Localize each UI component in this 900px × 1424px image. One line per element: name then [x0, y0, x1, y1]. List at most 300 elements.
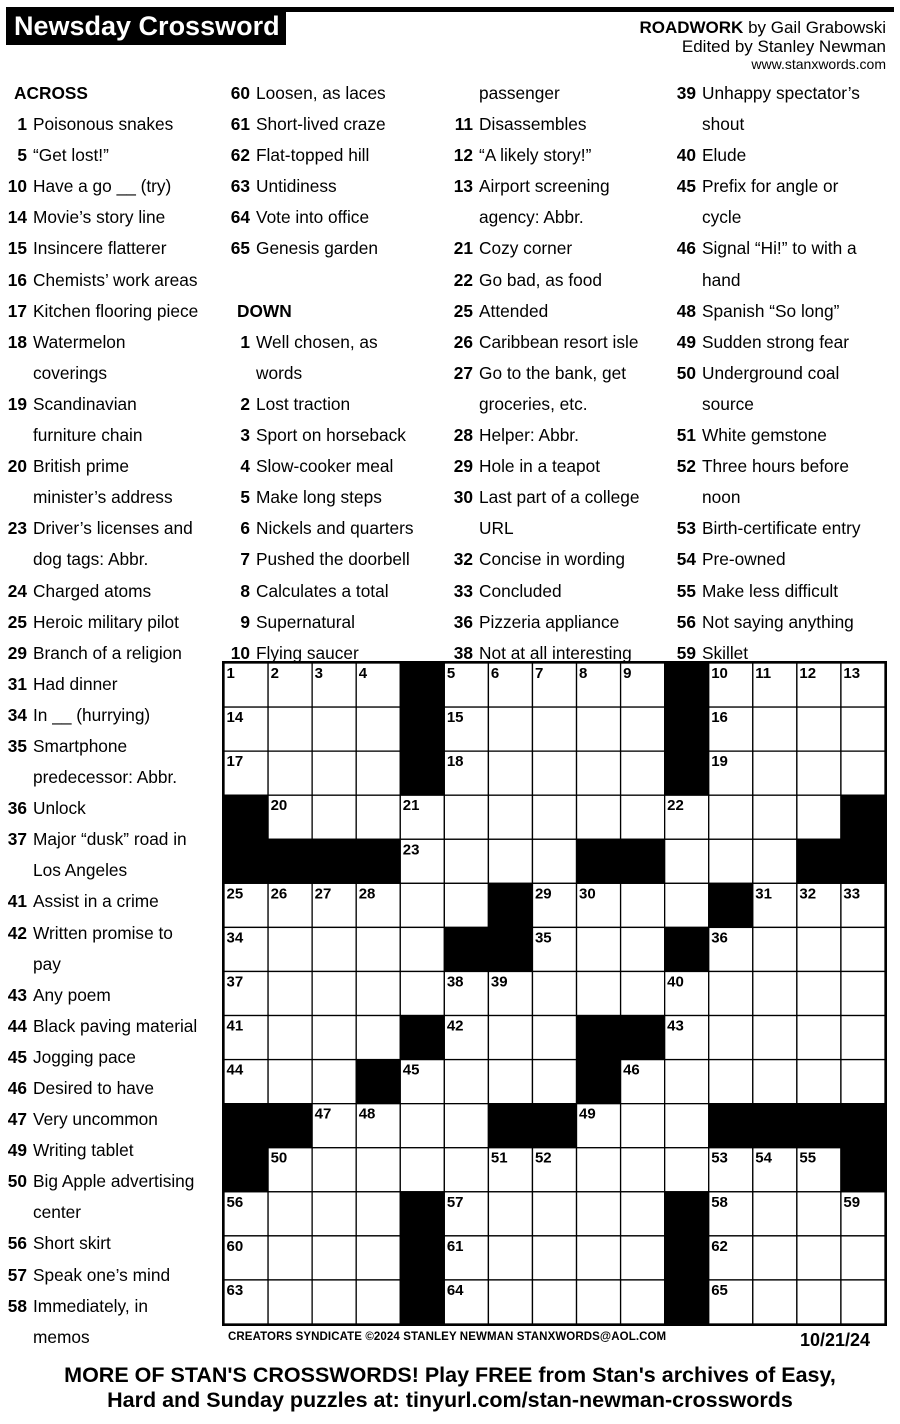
grid-block — [268, 839, 312, 883]
grid-block — [665, 1236, 709, 1280]
clue-number: 36 — [453, 611, 473, 632]
clue-text: Jogging pace — [33, 1046, 136, 1067]
cell-number: 4 — [358, 665, 368, 682]
clue-number: 64 — [230, 207, 250, 228]
grid-cell[interactable] — [532, 1236, 576, 1280]
clue-continuation: minister’s address — [33, 487, 173, 508]
grid-cell[interactable] — [621, 1192, 665, 1236]
clue-number: 4 — [240, 456, 250, 477]
grid-cell[interactable] — [753, 839, 797, 883]
clue-number: 48 — [676, 300, 696, 321]
grid-cell[interactable] — [400, 1148, 444, 1192]
clue-number: 36 — [7, 798, 27, 819]
cell-number: 61 — [446, 1237, 464, 1255]
grid-block — [665, 707, 709, 751]
clue-text: Have a go __ (try) — [33, 176, 172, 197]
grid-cell[interactable] — [312, 1280, 356, 1324]
grid-cell[interactable] — [797, 751, 841, 795]
cell-number: 21 — [402, 797, 420, 815]
clue — [6, 1260, 220, 1291]
grid-cell[interactable] — [488, 839, 532, 883]
editor-line: Edited by Stanley Newman — [681, 37, 886, 56]
clue-number: 33 — [453, 580, 473, 601]
grid-cell[interactable] — [621, 795, 665, 839]
grid-cell[interactable] — [312, 927, 356, 971]
grid-cell[interactable] — [532, 795, 576, 839]
grid-cell[interactable] — [665, 1060, 709, 1104]
grid-cell[interactable] — [312, 707, 356, 751]
grid-block — [224, 839, 268, 883]
clue-continuation: shout — [702, 114, 745, 135]
clue-number: 28 — [453, 425, 473, 446]
grid-cell[interactable] — [841, 1060, 885, 1104]
grid-cell[interactable] — [753, 1192, 797, 1236]
clue-text: Chemists’ work areas — [33, 269, 198, 290]
clue-text: “Get lost!” — [33, 145, 109, 166]
grid-cell[interactable] — [709, 1016, 753, 1060]
grid-cell[interactable] — [488, 1236, 532, 1280]
grid-cell[interactable] — [841, 707, 885, 751]
clue-number: 50 — [7, 1171, 27, 1192]
grid-cell[interactable] — [753, 1060, 797, 1104]
grid-block — [841, 1148, 885, 1192]
grid-cell[interactable] — [312, 1192, 356, 1236]
grid-cell[interactable] — [577, 927, 621, 971]
clue-number: 23 — [7, 518, 27, 539]
clue — [452, 576, 666, 607]
cell-number: 49 — [579, 1105, 596, 1123]
grid-cell[interactable] — [488, 1280, 532, 1324]
clue-text: Scandinavian — [33, 393, 137, 414]
clue-text: Pushed the doorbell — [256, 549, 410, 570]
grid-cell[interactable] — [709, 1060, 753, 1104]
clue-number: 63 — [230, 176, 250, 197]
grid-cell[interactable] — [665, 883, 709, 927]
clue — [675, 544, 889, 575]
grid-cell[interactable] — [532, 751, 576, 795]
cell-number: 46 — [623, 1061, 640, 1079]
puzzle-byline — [639, 18, 886, 37]
cell-number: 64 — [446, 1281, 464, 1299]
grid-cell[interactable] — [753, 1016, 797, 1060]
grid-cell[interactable] — [753, 707, 797, 751]
grid-block — [400, 751, 444, 795]
clue-number: 60 — [230, 83, 250, 103]
grid-cell[interactable] — [268, 1192, 312, 1236]
clue-text: Black paving material — [33, 1015, 198, 1036]
grid-cell[interactable] — [268, 1016, 312, 1060]
clue-text: Nickels and quarters — [256, 518, 414, 539]
clue-number: 10 — [7, 176, 27, 197]
clue-number: 42 — [7, 922, 27, 943]
clue-text: Underground coal — [702, 362, 840, 383]
grid-block — [841, 795, 885, 839]
cell-number: 3 — [314, 665, 323, 682]
grid-cell[interactable] — [753, 971, 797, 1015]
grid-cell[interactable] — [356, 1280, 400, 1324]
clue — [6, 1073, 220, 1104]
clue — [6, 327, 220, 358]
grid-block — [356, 1060, 400, 1104]
cell-number: 10 — [711, 665, 728, 682]
clue-text: Smartphone — [33, 735, 128, 756]
grid-cell[interactable] — [268, 751, 312, 795]
clue-number: 18 — [7, 331, 27, 352]
grid-cell[interactable] — [400, 883, 444, 927]
clue — [229, 140, 443, 171]
grid-block — [797, 1104, 841, 1148]
cell-number: 54 — [755, 1149, 772, 1167]
grid-cell[interactable] — [444, 795, 488, 839]
clue-continuation: Los Angeles — [33, 860, 128, 881]
grid-cell[interactable] — [753, 927, 797, 971]
clue — [6, 1291, 220, 1322]
clue-number: 27 — [453, 362, 473, 383]
grid-cell[interactable] — [444, 883, 488, 927]
cell-number: 32 — [799, 885, 817, 903]
grid-cell[interactable] — [356, 1148, 400, 1192]
grid-cell[interactable] — [577, 971, 621, 1015]
clue — [675, 171, 889, 202]
clue — [675, 78, 889, 109]
grid-cell[interactable] — [488, 1192, 532, 1236]
clue — [6, 638, 220, 669]
grid-cell[interactable] — [268, 971, 312, 1015]
grid-cell[interactable] — [268, 1236, 312, 1280]
clue-text: Go to the bank, get — [479, 362, 626, 383]
clue — [6, 1042, 220, 1073]
clue-continuation: URL — [479, 518, 514, 539]
grid-cell[interactable] — [400, 927, 444, 971]
cell-number: 41 — [226, 1017, 244, 1035]
grid-cell[interactable] — [488, 1060, 532, 1104]
cell-number: 53 — [711, 1149, 728, 1167]
puzzle-header — [639, 18, 886, 72]
clue — [6, 140, 220, 171]
grid-cell[interactable] — [444, 1104, 488, 1148]
grid-cell[interactable] — [665, 1148, 709, 1192]
clue-text: Sudden strong fear — [702, 331, 849, 352]
grid-block — [400, 707, 444, 751]
clue-number: 32 — [453, 549, 473, 570]
grid-cell[interactable] — [797, 927, 841, 971]
grid-block — [665, 927, 709, 971]
clue-number: 40 — [676, 145, 696, 166]
cell-number: 43 — [667, 1017, 684, 1035]
grid-cell[interactable] — [577, 707, 621, 751]
cell-number: 60 — [226, 1237, 244, 1255]
clue-text: Unlock — [33, 798, 86, 819]
clue-continuation: noon — [702, 487, 741, 508]
clue — [229, 327, 443, 358]
grid-cell[interactable] — [268, 1060, 312, 1104]
clue-column-2 — [229, 78, 443, 669]
clue — [6, 980, 220, 1011]
clue-text: Well chosen, as — [256, 331, 378, 352]
grid-cell[interactable] — [621, 1148, 665, 1192]
grid-cell[interactable] — [797, 1060, 841, 1104]
grid-cell[interactable] — [797, 1192, 841, 1236]
cell-number: 23 — [402, 841, 420, 859]
cell-number: 7 — [534, 665, 544, 682]
grid-cell[interactable] — [841, 751, 885, 795]
grid-block — [665, 751, 709, 795]
grid-cell[interactable] — [753, 795, 797, 839]
grid-cell[interactable] — [356, 707, 400, 751]
grid-cell[interactable] — [532, 1060, 576, 1104]
clue-number: 56 — [7, 1233, 27, 1254]
grid-cell[interactable] — [312, 1148, 356, 1192]
grid-cell[interactable] — [621, 1104, 665, 1148]
grid-cell[interactable] — [356, 1016, 400, 1060]
grid-cell[interactable] — [621, 1236, 665, 1280]
grid-cell[interactable] — [312, 795, 356, 839]
clue-text: Spanish “So long” — [702, 300, 840, 321]
clue-number: 15 — [7, 238, 27, 259]
grid-block — [224, 1148, 268, 1192]
grid-block — [488, 1104, 532, 1148]
clue — [452, 140, 666, 171]
clue-text: British prime — [33, 456, 130, 477]
grid-cell[interactable] — [532, 971, 576, 1015]
clue-text: In __ (hurrying) — [33, 704, 151, 725]
clue — [6, 451, 220, 482]
clue — [675, 513, 889, 544]
grid-cell[interactable] — [665, 839, 709, 883]
clue-text: Last part of a college — [479, 487, 640, 508]
grid-cell[interactable] — [488, 707, 532, 751]
grid-cell[interactable] — [841, 927, 885, 971]
clue-number: 65 — [230, 238, 250, 259]
grid-cell[interactable] — [356, 1192, 400, 1236]
clue-text: Calculates a total — [256, 580, 389, 601]
grid-cell[interactable] — [312, 1016, 356, 1060]
clue-text: Pre-owned — [702, 549, 786, 570]
grid-block — [797, 839, 841, 883]
grid-cell[interactable] — [841, 1236, 885, 1280]
cell-number: 33 — [843, 885, 861, 903]
cell-number: 14 — [226, 709, 244, 727]
clue — [6, 389, 220, 420]
clue — [229, 202, 443, 233]
grid-cell[interactable] — [400, 971, 444, 1015]
clue-number: 41 — [7, 891, 27, 912]
clue-text: Cozy corner — [479, 238, 573, 259]
crossword-grid[interactable] — [222, 661, 887, 1326]
cell-number: 6 — [490, 665, 500, 682]
puzzle-date: 10/21/24 — [800, 1330, 871, 1350]
grid-cell[interactable] — [841, 1280, 885, 1324]
grid-block — [488, 883, 532, 927]
clue-text: Driver’s licenses and — [33, 518, 193, 539]
clue-text: Heroic military pilot — [33, 611, 179, 632]
grid-cell[interactable] — [753, 1236, 797, 1280]
clue-text: Make long steps — [256, 487, 382, 508]
grid-cell[interactable] — [400, 1104, 444, 1148]
cell-number: 26 — [270, 885, 288, 903]
clue-number: 55 — [676, 580, 696, 601]
clue-text: Insincere flatterer — [33, 238, 167, 259]
grid-cell[interactable] — [268, 707, 312, 751]
grid-cell[interactable] — [356, 751, 400, 795]
clue — [6, 513, 220, 544]
clue — [6, 824, 220, 855]
grid-cell[interactable] — [577, 1280, 621, 1324]
clue-text: Watermelon — [33, 331, 126, 352]
grid-cell[interactable] — [797, 707, 841, 751]
grid-cell[interactable] — [577, 1148, 621, 1192]
grid-block — [665, 1192, 709, 1236]
grid-cell[interactable] — [356, 971, 400, 1015]
grid-cell[interactable] — [268, 1280, 312, 1324]
clue-text: Charged atoms — [33, 580, 152, 601]
grid-cell[interactable] — [444, 1060, 488, 1104]
cell-number: 9 — [623, 665, 632, 682]
clue-number: 52 — [676, 456, 696, 477]
clue — [452, 482, 666, 513]
grid-cell[interactable] — [709, 795, 753, 839]
grid-block — [577, 1016, 621, 1060]
clue-continuation: coverings — [33, 362, 107, 383]
clue-number: 50 — [676, 362, 696, 383]
clue-column-3 — [452, 78, 666, 669]
grid-cell[interactable] — [797, 795, 841, 839]
clue-number: 49 — [676, 331, 696, 352]
cell-number: 47 — [314, 1105, 332, 1123]
clue-text: Helper: Abbr. — [479, 425, 579, 446]
grid-cell[interactable] — [532, 707, 576, 751]
grid-cell[interactable] — [268, 927, 312, 971]
cell-number: 13 — [843, 665, 861, 682]
grid-cell[interactable] — [797, 971, 841, 1015]
grid-cell[interactable] — [532, 1192, 576, 1236]
clue-text: Major “dusk” road in — [33, 829, 187, 850]
website-link[interactable]: www.stanxwords.com — [751, 56, 886, 72]
grid-cell[interactable] — [665, 1104, 709, 1148]
grid-cell[interactable] — [621, 1280, 665, 1324]
grid-cell[interactable] — [444, 839, 488, 883]
grid-cell[interactable] — [577, 751, 621, 795]
cell-number: 31 — [755, 885, 772, 903]
grid-cell[interactable] — [532, 839, 576, 883]
grid-cell[interactable] — [841, 1016, 885, 1060]
cell-number: 59 — [843, 1193, 861, 1211]
clue-number: 58 — [7, 1295, 27, 1316]
clue — [675, 140, 889, 171]
cell-number: 55 — [799, 1149, 817, 1167]
grid-cell[interactable] — [312, 1236, 356, 1280]
clue-text: Short skirt — [33, 1233, 111, 1254]
clue — [229, 576, 443, 607]
across-heading: ACROSS — [14, 83, 88, 103]
cell-number: 52 — [534, 1149, 552, 1167]
grid-cell[interactable] — [356, 795, 400, 839]
grid-cell[interactable] — [621, 927, 665, 971]
clue — [6, 233, 220, 264]
grid-cell[interactable] — [577, 795, 621, 839]
clue-continuation: agency: Abbr. — [479, 207, 584, 228]
grid-cell[interactable] — [312, 751, 356, 795]
grid-cell[interactable] — [797, 1280, 841, 1324]
clue-text: Airport screening — [479, 176, 610, 197]
clue-text: Caribbean resort isle — [479, 331, 639, 352]
clue-text: Slow-cooker meal — [256, 456, 394, 477]
grid-cell[interactable] — [621, 707, 665, 751]
grid-block — [665, 1280, 709, 1324]
clue-text: Not saying anything — [702, 611, 854, 632]
grid-cell[interactable] — [577, 1192, 621, 1236]
clue-text: Short-lived craze — [256, 114, 386, 135]
clue-number: 30 — [453, 487, 473, 508]
cell-number: 34 — [226, 929, 244, 947]
grid-block — [400, 663, 444, 707]
grid-block — [621, 1016, 665, 1060]
grid-cell[interactable] — [753, 1280, 797, 1324]
clue-number: 25 — [7, 611, 27, 632]
clue-continuation: words — [256, 362, 303, 383]
grid-cell[interactable] — [841, 971, 885, 1015]
grid-cell[interactable] — [621, 883, 665, 927]
clue-number: 53 — [676, 518, 696, 539]
grid-block — [841, 1104, 885, 1148]
crossword-grid-svg[interactable] — [224, 663, 885, 1324]
clue — [229, 544, 443, 575]
grid-cell[interactable] — [312, 971, 356, 1015]
grid-cell[interactable] — [797, 1236, 841, 1280]
grid-block — [709, 1104, 753, 1148]
grid-cell[interactable] — [797, 1016, 841, 1060]
grid-cell[interactable] — [753, 751, 797, 795]
clue-number: 54 — [676, 549, 696, 570]
clue-text: Branch of a religion — [33, 642, 182, 663]
grid-block — [577, 1060, 621, 1104]
grid-cell[interactable] — [709, 971, 753, 1015]
clue-continuation: source — [702, 393, 754, 414]
clue — [6, 607, 220, 638]
clue — [452, 451, 666, 482]
clue-number: 57 — [7, 1264, 27, 1285]
clue — [6, 1104, 220, 1135]
clue-text: White gemstone — [702, 425, 827, 446]
grid-cell[interactable] — [356, 927, 400, 971]
clue-number: 37 — [7, 829, 27, 850]
grid-cell[interactable] — [621, 751, 665, 795]
cell-number: 44 — [226, 1061, 244, 1079]
grid-cell[interactable] — [356, 1236, 400, 1280]
clue — [6, 886, 220, 917]
grid-cell[interactable] — [312, 1060, 356, 1104]
clue — [6, 918, 220, 949]
grid-cell[interactable] — [709, 839, 753, 883]
clue-text: Skillet — [702, 642, 749, 663]
grid-cell[interactable] — [488, 1016, 532, 1060]
grid-cell[interactable] — [621, 971, 665, 1015]
grid-cell[interactable] — [488, 751, 532, 795]
grid-cell[interactable] — [444, 1148, 488, 1192]
grid-cell[interactable] — [577, 1236, 621, 1280]
clue — [229, 482, 443, 513]
grid-cell[interactable] — [488, 795, 532, 839]
clue-text: Lost traction — [256, 393, 351, 414]
clue-number: 12 — [453, 145, 473, 166]
cell-number: 25 — [226, 885, 244, 903]
clue-number: 25 — [453, 300, 473, 321]
cell-number: 12 — [799, 665, 817, 682]
clue — [6, 202, 220, 233]
grid-cell[interactable] — [532, 1016, 576, 1060]
clue-number: 14 — [7, 207, 27, 228]
grid-cell[interactable] — [532, 1280, 576, 1324]
